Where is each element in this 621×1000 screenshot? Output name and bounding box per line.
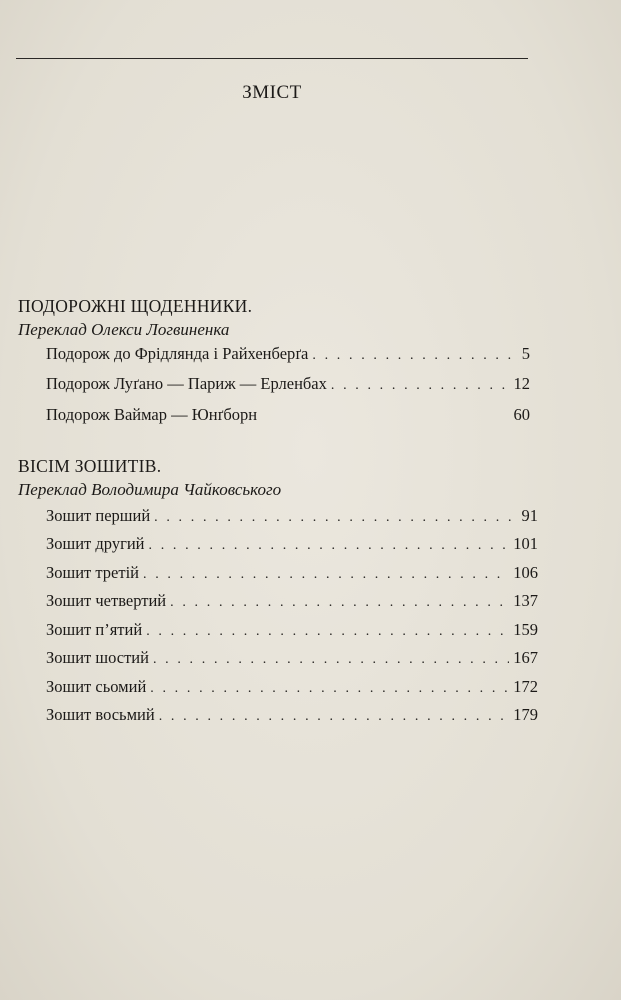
toc-entry-title: Зошит третій <box>46 563 139 582</box>
toc-entry[interactable] <box>46 648 538 668</box>
dot-leader <box>143 567 509 583</box>
toc-entry-title: Зошит шостий <box>46 648 149 667</box>
section-translator-eight-notebooks: Переклад Володимира Чайковського <box>18 480 282 499</box>
dot-leader <box>154 510 517 526</box>
dot-leader <box>331 378 510 394</box>
toc-entry-page: 159 <box>513 620 538 639</box>
page-title: ЗМІСТ <box>242 82 302 103</box>
toc-entry-title: Подорож Ваймар — Юнґборн <box>46 405 258 424</box>
toc-entry-page: 172 <box>513 677 538 696</box>
dot-leader <box>153 652 509 668</box>
dot-leader <box>170 595 509 611</box>
toc-entry[interactable] <box>46 705 538 725</box>
dot-leader <box>150 681 509 697</box>
toc-entry[interactable] <box>46 344 530 364</box>
toc-entry[interactable] <box>46 563 538 583</box>
header-rule <box>16 58 528 59</box>
toc-entry-page: 5 <box>521 344 530 363</box>
toc-entry-title: Зошит восьмий <box>46 705 155 724</box>
section-title-eight-notebooks: ВІСІМ ЗОШИТІВ. <box>18 456 162 476</box>
toc-entry-title: Зошит другий <box>46 534 145 553</box>
toc-entry-title: Подорож до Фрідлянда і Райхенберґа <box>46 344 309 363</box>
toc-entry[interactable] <box>46 620 538 640</box>
section-title-travel-diaries: ПОДОРОЖНІ ЩОДЕННИКИ. <box>18 296 253 316</box>
toc-entry[interactable] <box>46 405 530 425</box>
toc-entry-page: 91 <box>521 506 538 525</box>
toc-entry-title: Зошит сьомий <box>46 677 147 696</box>
dot-leader <box>159 709 510 725</box>
toc-entry[interactable] <box>46 534 538 554</box>
toc-entry-page: 179 <box>513 705 538 724</box>
toc-entry-page: 101 <box>513 534 538 553</box>
toc-entry-title: Зошит четвертий <box>46 591 167 610</box>
toc-entry-page: 60 <box>513 405 530 424</box>
toc-entry[interactable] <box>46 506 538 526</box>
toc-entry-page: 12 <box>513 374 530 393</box>
dot-leader <box>312 348 517 364</box>
toc-entry-page: 137 <box>513 591 538 610</box>
toc-entry-page: 167 <box>513 648 538 667</box>
toc-entry[interactable] <box>46 677 538 697</box>
dot-leader <box>146 624 509 640</box>
dot-leader <box>149 538 510 554</box>
toc-entry-page: 106 <box>513 563 538 582</box>
toc-entry-title: Подорож Луґано — Париж — Ерленбах <box>46 374 327 393</box>
toc-entry-title: Зошит перший <box>46 506 151 525</box>
section-translator-travel-diaries: Переклад Олекси Логвиненка <box>18 320 230 339</box>
toc-entry[interactable] <box>46 591 538 611</box>
toc-entry[interactable] <box>46 374 530 394</box>
toc-entry-title: Зошит п’ятий <box>46 620 143 639</box>
